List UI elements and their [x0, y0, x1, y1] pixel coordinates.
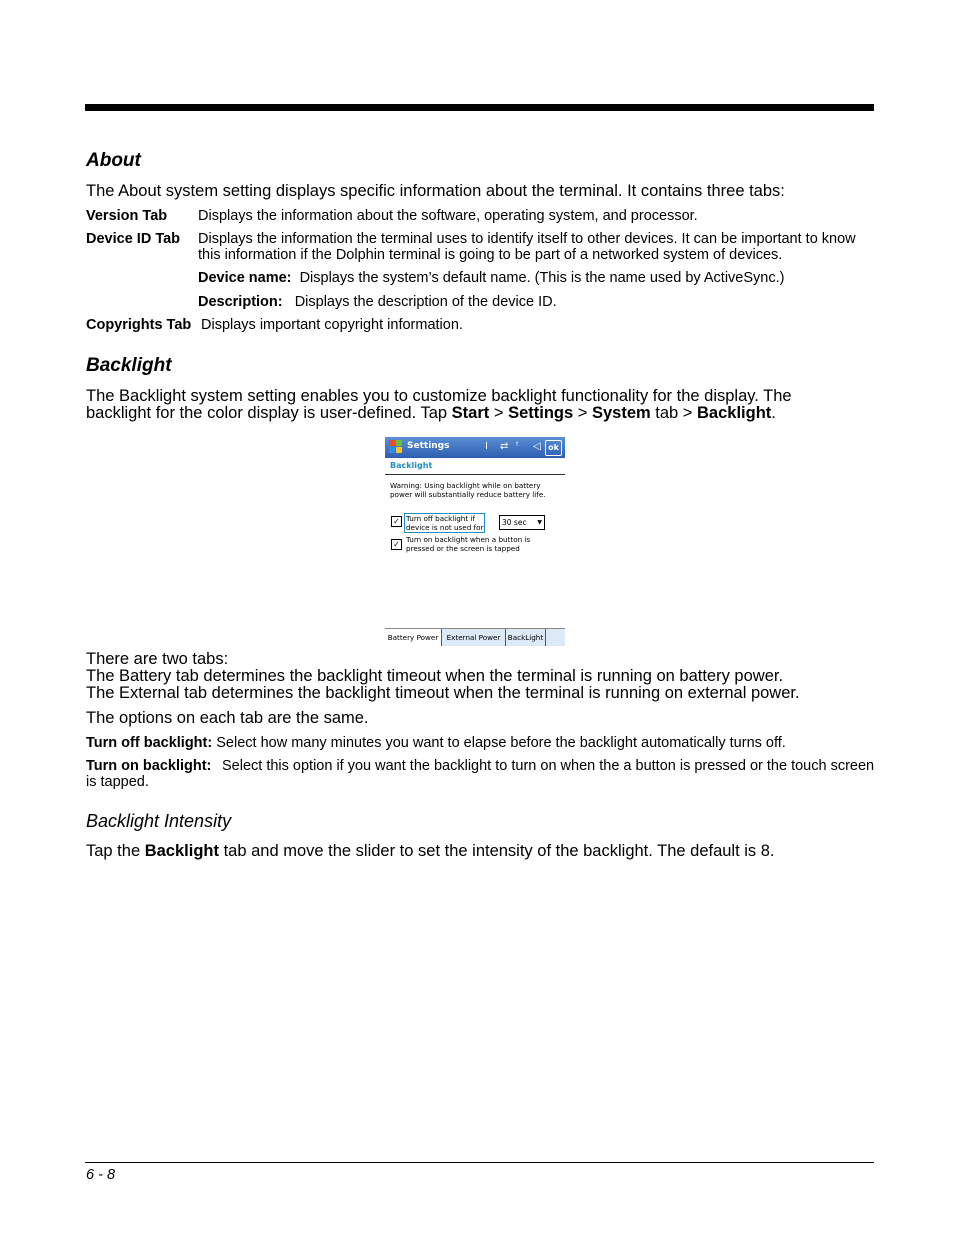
turn-off-term: Turn off backlight: — [86, 735, 213, 751]
ok-button[interactable]: ok — [545, 440, 562, 456]
turn-off-checkbox[interactable]: ✓ — [391, 516, 402, 527]
windows-logo-icon[interactable] — [389, 440, 403, 454]
tab-word: tab > — [650, 404, 697, 422]
timeout-dropdown[interactable] — [499, 515, 545, 530]
turn-off-item — [86, 735, 786, 751]
device-id-tab-desc: Displays the information the terminal uses to identify itself to other devices. It can be important to know this information if the Dolphin terminal is going to be part of a networked system of devices. — [198, 231, 856, 263]
about-intro: The About system setting displays specific information about the terminal. It contains three tabs: — [86, 182, 785, 200]
turn-on-desc: Select this option if you want the backlight to turn on when the a button is pressed or the touch screen is tapped. — [86, 758, 875, 790]
version-tab-desc: Displays the information about the software, operating system, and processor. — [198, 208, 698, 224]
tab-filler — [546, 629, 565, 646]
backlight-intro-line2 — [86, 405, 776, 422]
external-tab-line: The External tab determines the backlight timeout when the terminal is running on external power. — [86, 684, 800, 702]
device-warning: Warning: Using backlight while on battery power will substantially reduce battery life. — [390, 481, 546, 499]
volume-icon[interactable]: ◁ — [533, 441, 541, 452]
intro-text: backlight for the color display is user-defined. Tap — [86, 404, 452, 422]
backlight-heading: Backlight — [86, 355, 172, 376]
device-name-label: Device name: — [198, 270, 292, 286]
copyrights-tab-desc: Displays important copyright information. — [201, 317, 463, 333]
about-heading: About — [86, 150, 141, 171]
device-tab-bar — [385, 628, 565, 647]
turn-on-term-text: Turn on backlight: — [86, 758, 212, 774]
device-title: Settings — [407, 441, 450, 451]
intensity-pre: Tap the — [86, 842, 145, 860]
description-desc: Displays the description of the device ID. — [294, 294, 557, 310]
options-same-line: The options on each tab are the same. — [86, 709, 369, 727]
device-title-bar — [385, 437, 565, 458]
period: . — [771, 404, 776, 422]
intensity-bold: Backlight — [144, 842, 219, 860]
turn-on-checkbox[interactable]: ✓ — [391, 539, 402, 550]
backlight-intro-line1: The Backlight system setting enables you to customize backlight functionality for the display. The — [86, 387, 792, 405]
page-number: 6 - 8 — [86, 1167, 116, 1183]
turn-on-label[interactable]: Turn on backlight when a button is pressed or the screen is tapped — [406, 535, 531, 553]
gt-1: > — [489, 404, 509, 422]
settings-label: Settings — [508, 404, 574, 422]
intensity-text — [86, 843, 775, 860]
version-tab-term: Version Tab — [86, 208, 168, 224]
battery-tab-line: The Battery tab determines the backlight timeout when the terminal is running on battery power. — [86, 667, 784, 685]
header-rule — [85, 104, 874, 111]
gt-2: > — [573, 404, 592, 422]
intensity-post: tab and move the slider to set the intensity of the backlight. The default is 8. — [219, 842, 775, 860]
device-name-item — [198, 270, 784, 286]
device-screenshot — [385, 437, 565, 646]
description-label: Description: — [198, 294, 283, 310]
turn-off-desc: Select how many minutes you want to elapse before the backlight automatically turns off. — [216, 735, 786, 751]
tab-external-power[interactable]: External Power — [442, 629, 506, 646]
connectivity-icon[interactable]: ⇄ — [500, 441, 509, 452]
device-heading: Backlight — [390, 461, 433, 470]
two-tabs-line: There are two tabs: — [86, 650, 229, 668]
footer-rule — [85, 1162, 874, 1163]
device-name-desc: Displays the system’s default name. (This is the name used by ActiveSync.) — [299, 270, 785, 286]
device-id-tab-term: Device ID Tab — [86, 231, 181, 247]
device-divider — [385, 474, 565, 475]
timeout-value: 30 sec — [502, 518, 527, 527]
tab-battery-power[interactable]: Battery Power — [385, 629, 442, 646]
description-item — [198, 294, 557, 310]
backlight-label: Backlight — [697, 404, 772, 422]
dropdown-arrow-icon: ▼ — [537, 519, 542, 526]
tab-backlight[interactable]: BackLight — [506, 629, 546, 646]
turn-off-label[interactable]: Turn off backlight if device is not used for — [406, 514, 484, 532]
input-indicator-icon[interactable]: Ⅰ — [485, 441, 488, 452]
system-label: System — [591, 404, 651, 422]
start-label: Start — [451, 404, 490, 422]
copyrights-tab-term: Copyrights Tab — [86, 317, 192, 333]
signal-icon[interactable]: ᵗ — [516, 441, 519, 452]
intensity-heading: Backlight Intensity — [86, 811, 232, 831]
